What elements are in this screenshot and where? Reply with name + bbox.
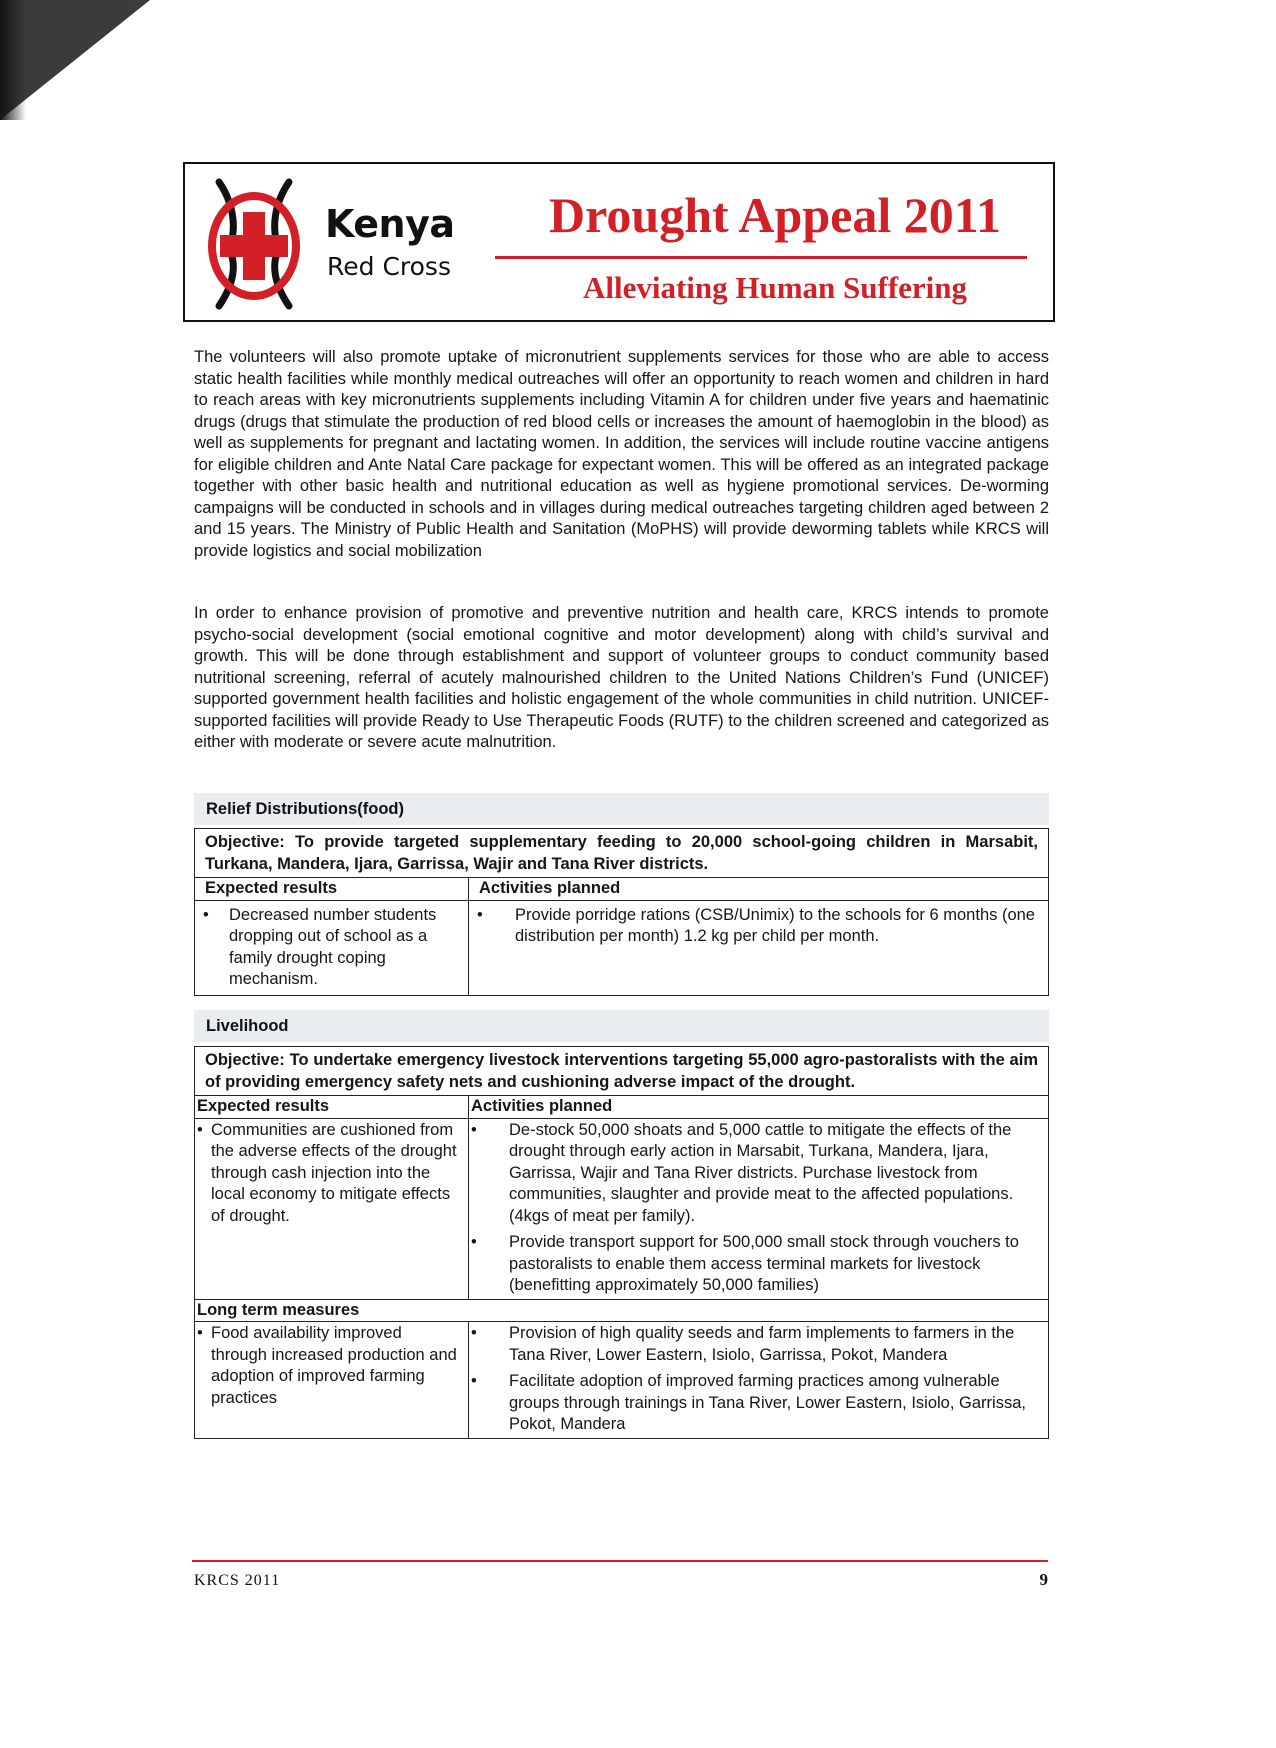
livelihood-col-results: Expected results: [195, 1096, 469, 1119]
long-term-activity-text: Provision of high quality seeds and farm implements to farmers in the Tana River, Lower Eastern, Isiolo, Garrissa, Pokot, Mandera: [509, 1324, 1015, 1364]
livelihood-results-cell: [195, 1118, 469, 1299]
relief-activity-text: Provide porridge rations (CSB/Unimix) to the schools for 6 months (one distribution per month) 1.2 kg per child per month.: [515, 905, 1035, 945]
scan-shadow-corner: [0, 0, 150, 120]
livelihood-result-text: Communities are cushioned from the adverse effects of the drought through cash injection into the local economy to mitigate effects of drought.: [211, 1120, 457, 1225]
relief-results-cell: [195, 900, 469, 995]
relief-col-results: Expected results: [195, 878, 469, 901]
bullet-icon: •: [471, 1324, 477, 1342]
footer-rule: [192, 1560, 1048, 1562]
long-term-heading: Long term measures: [195, 1299, 1049, 1322]
livelihood-activity-text: Provide transport support for 500,000 small stock through vouchers to pastoralists to enable them access terminal markets for livestock (benefitting approximately 50,000 families): [509, 1233, 1019, 1294]
body-paragraph-2: In order to enhance provision of promotive and preventive nutrition and health care, KRCS intends to promote psycho-social development (social emotional cognitive and motor development) along with child’s survival and growth. This will be done through establishment and support of volunteer groups to conduct community based nutritional screening, referral of acutely malnourished children to the United Nations Children’s Fund (UNICEF) supported government health facilities and holistic engagement of the whole communities in child nutrition. UNICEF-supported facilities will provide Ready to Use Therapeutic Foods (RUTF) to the children screened and categorized as either with moderate or severe acute malnutrition.: [194, 604, 1049, 751]
livelihood-objective: Objective: To undertake emergency livestock interventions targeting 55,000 agro-pastoralists with the aim of providing emergency safety nets and cushioning adverse impact of the drought.: [195, 1047, 1049, 1096]
livelihood-col-activities: Activities planned: [469, 1096, 1049, 1119]
long-term-activity-text: Facilitate adoption of improved farming practices among vulnerable groups through trainings in Tana River, Lower Eastern, Isiolo, Garrissa, Pokot, Mandera: [509, 1372, 1026, 1433]
livelihood-activities-cell: [469, 1118, 1049, 1299]
page-number: 9: [1039, 1570, 1048, 1589]
kenya-red-cross-logo: [199, 174, 309, 314]
appeal-subtitle: Alleviating Human Suffering: [582, 270, 968, 305]
list-item: [471, 1323, 1040, 1366]
relief-col-activities: Activities planned: [469, 878, 1049, 901]
list-item: [197, 1120, 460, 1228]
appeal-title: Drought Appeal 2011: [549, 187, 1001, 243]
long-term-activities-cell: [469, 1322, 1049, 1439]
title-rule: [495, 256, 1027, 259]
relief-activities-cell: [469, 900, 1049, 995]
long-term-result-text: Food availability improved through increased production and adoption of improved farming practices: [211, 1324, 457, 1407]
list-item: [477, 905, 1038, 948]
bullet-icon: •: [477, 905, 483, 924]
list-item: [197, 1323, 460, 1409]
section-heading-livelihood: Livelihood: [194, 1010, 1049, 1042]
section-heading-relief: Relief Distributions(food): [194, 793, 1049, 825]
report-header: [183, 162, 1055, 322]
list-item: [471, 1120, 1040, 1228]
list-item: [471, 1232, 1040, 1297]
bullet-icon: •: [197, 1324, 203, 1342]
relief-result-text: Decreased number students dropping out of school as a family drought coping mechanism.: [229, 905, 437, 988]
bullet-icon: •: [471, 1233, 477, 1251]
bullet-icon: •: [203, 905, 209, 924]
livelihood-table: [194, 1046, 1049, 1439]
list-item: [471, 1371, 1040, 1436]
org-subname: Red Cross: [327, 252, 451, 281]
org-name: Kenya: [325, 202, 455, 246]
relief-table: [194, 828, 1049, 996]
bullet-icon: •: [471, 1372, 477, 1390]
bullet-icon: •: [471, 1120, 477, 1139]
bullet-icon: •: [197, 1120, 203, 1139]
relief-objective: Objective: To provide targeted supplementary feeding to 20,000 school-going children in Marsabit, Turkana, Mandera, Ijara, Garrissa, Wajir and Tana River districts.: [195, 829, 1049, 878]
body-paragraph-1: The volunteers will also promote uptake of micronutrient supplements services for those who are able to access static health facilities while monthly medical outreaches will offer an opportunity to reach women and children in hard to reach areas with key micronutrients supplements including Vitamin A for children under five years and haematinic drugs (drugs that stimulate the production of red blood cells or increases the amount of haemoglobin in the blood) as well as supplements for pregnant and lactating women. In addition, the services will include routine vaccine antigens for eligible children and Ante Natal Care package for expectant women. This will be offered as an integrated package together with other basic health and nutritional education as well as hygiene promotional services. De-worming campaigns will be conducted in schools and in villages during medical outreaches targeting children aged between 2 and 15 years. The Ministry of Public Health and Sanitation (MoPHS) will provide deworming tablets while KRCS will provide logistics and social mobilization: [194, 348, 1049, 560]
livelihood-activity-text: De-stock 50,000 shoats and 5,000 cattle to mitigate the effects of the drought through early action in Marsabit, Turkana, Mandera, Ijara, Garrissa, Wajir and Tana River districts. Purchase livestock from communities, slaughter and provide meat to the affected populations. (4kgs of meat per family).: [509, 1120, 1014, 1225]
long-term-results-cell: [195, 1322, 469, 1439]
list-item: [203, 905, 458, 991]
footer-label: KRCS 2011: [194, 1572, 281, 1589]
